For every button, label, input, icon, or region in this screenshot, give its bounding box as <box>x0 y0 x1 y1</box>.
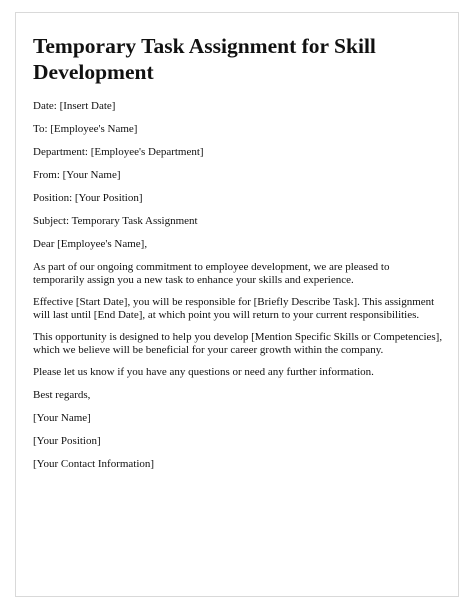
signature-contact: [Your Contact Information] <box>33 457 155 470</box>
body-paragraph-intro: As part of our ongoing commitment to employee development, we are pleased to temporarily assign you a new task to enhance your skills and experience. <box>33 261 390 286</box>
header-fields <box>33 100 443 251</box>
letter-title: Temporary Task Assignment for Skill Development <box>33 34 376 84</box>
department-field: Department: [Employee's Department] <box>33 146 204 158</box>
sign-off: Best regards, <box>33 388 91 401</box>
greeting: Dear [Employee's Name], <box>33 238 148 250</box>
signature-name: [Your Name] <box>33 411 91 424</box>
body-paragraph-assignment: Effective [Start Date], you will be responsible for [Briefly Describe Task]. This assignment will last until [End Date], at which point you will return to your current responsibilities. <box>33 296 435 321</box>
letter-body <box>33 261 443 379</box>
subject-field: Subject: Temporary Task Assignment <box>33 215 198 227</box>
signature-position: [Your Position] <box>33 434 101 447</box>
to-field: To: [Employee's Name] <box>33 123 138 135</box>
body-paragraph-opportunity: This opportunity is designed to help you develop [Mention Specific Skills or Competencies], which we believe will be beneficial for your career growth within the company. <box>33 331 443 356</box>
body-paragraph-questions: Please let us know if you have any questions or need any further information. <box>33 366 374 378</box>
from-field: From: [Your Name] <box>33 169 121 181</box>
letter-closing <box>33 389 443 471</box>
position-field: Position: [Your Position] <box>33 192 143 204</box>
date-field: Date: [Insert Date] <box>33 100 116 112</box>
letter-content <box>33 33 443 481</box>
